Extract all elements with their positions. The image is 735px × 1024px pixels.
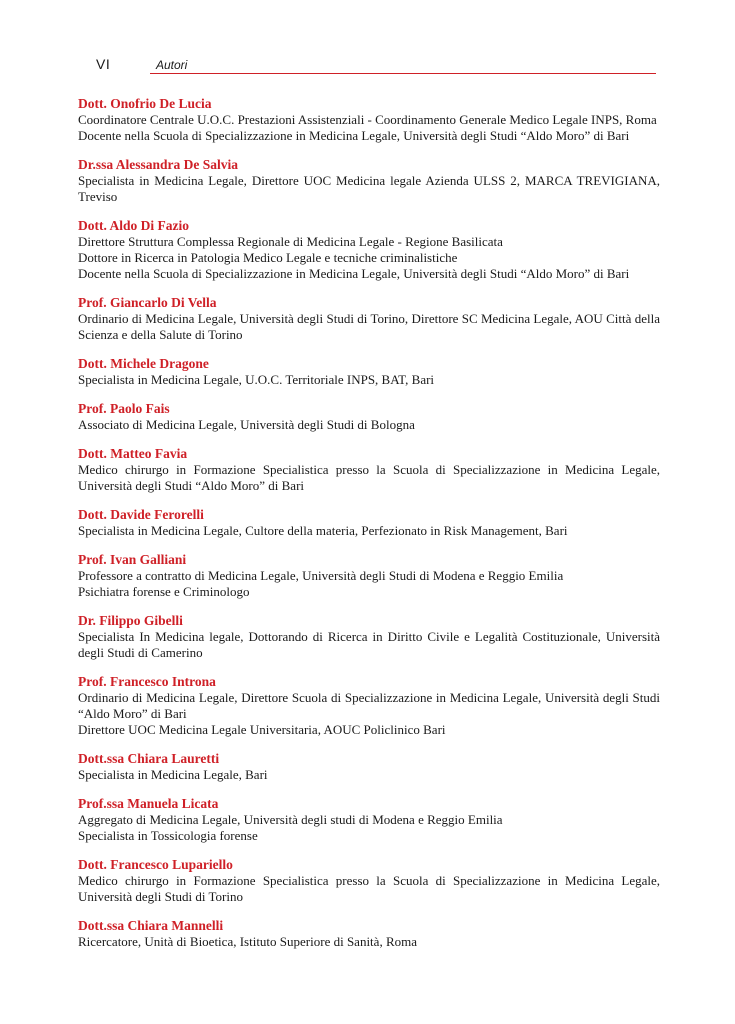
author-affiliation: Coordinatore Centrale U.O.C. Prestazioni Assistenziali - Coordinamento Generale Medico Legale INPS, Roma [78, 112, 657, 127]
page-header [78, 56, 658, 76]
author-affiliation: Professore a contratto di Medicina Legale, Università degli Studi di Modena e Reggio Emilia [78, 568, 564, 583]
author-entry [78, 445, 660, 494]
author-affiliation: Docente nella Scuola di Specializzazione in Medicina Legale, Università degli Studi “Aldo Moro” di Bari [78, 266, 630, 281]
author-entry [78, 856, 660, 905]
author-name: Prof. Giancarlo Di Vella [78, 295, 217, 310]
author-name: Dott. Davide Ferorelli [78, 507, 204, 522]
author-affiliation: Psichiatra forense e Criminologo [78, 584, 250, 599]
author-affiliation: Specialista in Medicina Legale, Direttore UOC Medicina legale Azienda ULSS 2, MARCA TREVIGIANA, Treviso [78, 173, 660, 204]
author-name: Dott. Michele Dragone [78, 356, 209, 371]
author-affiliation: Medico chirurgo in Formazione Specialistica presso la Scuola di Specializzazione in Medicina Legale, Università degli Studi di Torino [78, 873, 660, 904]
author-name: Prof. Francesco Introna [78, 674, 216, 689]
author-affiliation: Specialista In Medicina legale, Dottorando di Ricerca in Diritto Civile e Legalità Costituzionale, Università degli Studi di Camerino [78, 629, 660, 660]
author-affiliation: Associato di Medicina Legale, Università degli Studi di Bologna [78, 417, 415, 432]
author-affiliation: Specialista in Tossicologia forense [78, 828, 258, 843]
author-name: Dott.ssa Chiara Lauretti [78, 751, 220, 766]
author-name: Dr. Filippo Gibelli [78, 613, 183, 628]
author-entry [78, 795, 660, 844]
author-name: Prof. Ivan Galliani [78, 552, 187, 567]
author-name: Dott.ssa Chiara Mannelli [78, 918, 224, 933]
header-rule [150, 73, 656, 74]
author-affiliation: Dottore in Ricerca in Patologia Medico Legale e tecniche criminalistiche [78, 250, 458, 265]
author-affiliation: Ordinario di Medicina Legale, Direttore Scuola di Specializzazione in Medicina Legale, Università degli Studi “Aldo Moro” di Bari [78, 690, 660, 721]
author-affiliation: Docente nella Scuola di Specializzazione in Medicina Legale, Università degli Studi “Aldo Moro” di Bari [78, 128, 630, 143]
author-entry [78, 551, 660, 600]
author-entry [78, 217, 660, 282]
author-name: Dott. Aldo Di Fazio [78, 218, 189, 233]
author-name: Dr.ssa Alessandra De Salvia [78, 157, 239, 172]
author-affiliation: Ricercatore, Unità di Bioetica, Istituto Superiore di Sanità, Roma [78, 934, 417, 949]
author-name: Prof.ssa Manuela Licata [78, 796, 219, 811]
page-number: VI [96, 56, 111, 72]
author-affiliation: Specialista in Medicina Legale, Bari [78, 767, 268, 782]
author-entry [78, 506, 660, 539]
author-entry [78, 673, 660, 738]
author-affiliation: Specialista in Medicina Legale, Cultore della materia, Perfezionato in Risk Management, Bari [78, 523, 568, 538]
author-affiliation: Ordinario di Medicina Legale, Università degli Studi di Torino, Direttore SC Medicina Legale, AOU Città della Scienza e della Salute di Torino [78, 311, 660, 342]
author-entry [78, 355, 660, 388]
author-entry [78, 750, 660, 783]
author-name: Dott. Onofrio De Lucia [78, 96, 212, 111]
author-entry [78, 156, 660, 205]
author-entry [78, 294, 660, 343]
author-affiliation: Aggregato di Medicina Legale, Università degli studi di Modena e Reggio Emilia [78, 812, 503, 827]
author-entry [78, 95, 660, 144]
author-affiliation: Direttore Struttura Complessa Regionale di Medicina Legale - Regione Basilicata [78, 234, 503, 249]
section-title: Autori [156, 58, 188, 72]
author-list [78, 95, 660, 962]
author-entry [78, 917, 660, 950]
author-entry [78, 612, 660, 661]
author-name: Dott. Matteo Favia [78, 446, 188, 461]
author-name: Dott. Francesco Lupariello [78, 857, 233, 872]
author-affiliation: Specialista in Medicina Legale, U.O.C. Territoriale INPS, BAT, Bari [78, 372, 435, 387]
author-entry [78, 400, 660, 433]
author-affiliation: Direttore UOC Medicina Legale Universitaria, AOUC Policlinico Bari [78, 722, 446, 737]
author-affiliation: Medico chirurgo in Formazione Specialistica presso la Scuola di Specializzazione in Medicina Legale, Università degli Studi “Aldo Moro” di Bari [78, 462, 660, 493]
author-name: Prof. Paolo Fais [78, 401, 170, 416]
